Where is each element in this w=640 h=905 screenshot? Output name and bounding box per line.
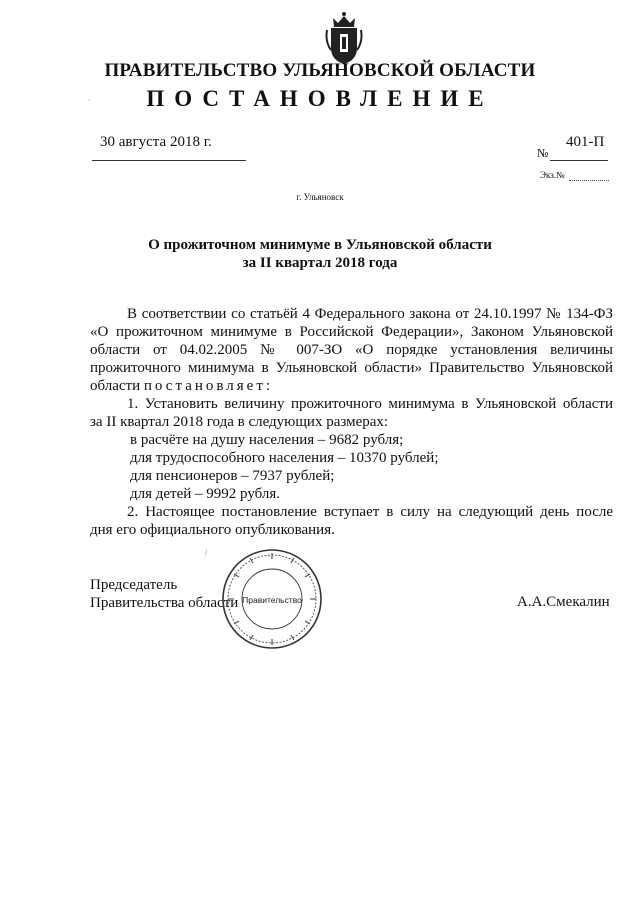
signatory-title-line-1: Председатель xyxy=(90,577,178,593)
official-seal-stamp xyxy=(220,547,324,651)
seal-text: Правительство xyxy=(242,595,302,605)
scan-mark: · xyxy=(88,96,91,105)
preamble-line: прожиточного минимума в Ульяновской области» Правительство Ульяновской xyxy=(90,360,613,376)
item-2-line-2: дня его официального опубликования. xyxy=(90,522,335,538)
preamble-end-text: области xyxy=(90,378,144,394)
signatory-name: А.А.Смекалин xyxy=(517,594,610,610)
item-2-line-1: 2. Настоящее постановление вступает в силу на следующий день после xyxy=(127,504,613,520)
document-type: ПОСТАНОВЛЕНИЕ xyxy=(146,86,494,111)
document-date: 30 августа 2018 г. xyxy=(100,134,212,150)
coat-of-arms-emblem xyxy=(325,10,363,66)
item-1-line-2: за II квартал 2018 года в следующих размерах: xyxy=(90,414,389,430)
preamble-line: «О прожиточном минимуме в Российской Федерации», Законом Ульяновской xyxy=(90,324,613,340)
sub-item: для трудоспособного населения – 10370 рублей; xyxy=(130,450,439,466)
document-body xyxy=(90,305,613,539)
title-line-1: О прожиточном минимуме в Ульяновской области xyxy=(148,237,492,253)
preamble-line: области от 04.02.2005 № 007-ЗО «О порядке установления величины xyxy=(90,342,613,358)
issue-city: г. Ульяновск xyxy=(296,192,344,202)
preamble-end xyxy=(90,377,613,395)
copy-number-line xyxy=(569,180,609,181)
sub-item: в расчёте на душу населения – 9682 рубля; xyxy=(130,432,404,448)
organization-name: ПРАВИТЕЛЬСТВО УЛЬЯНОВСКОЙ ОБЛАСТИ xyxy=(104,60,536,81)
document-title xyxy=(0,236,640,272)
title-line-2: за II квартал 2018 года xyxy=(242,255,398,271)
signatory-title-line-2: Правительства области xyxy=(90,595,239,611)
scan-mark: / xyxy=(205,548,208,557)
document-number: 401-П xyxy=(566,134,605,150)
signatory-title xyxy=(90,576,238,612)
decree-word: постановляет: xyxy=(143,378,274,394)
number-sign: № xyxy=(537,146,549,160)
preamble-line: В соответствии со статьёй 4 Федерального закона от 24.10.1997 № 134-ФЗ xyxy=(127,306,613,322)
sub-item: для детей – 9992 рубля. xyxy=(130,486,281,502)
number-underline xyxy=(550,160,608,161)
date-underline xyxy=(92,160,246,161)
copy-number-label: Экз.№ xyxy=(540,170,565,180)
sub-item: для пенсионеров – 7937 рублей; xyxy=(130,468,335,484)
item-1-line-1: 1. Установить величину прожиточного минимума в Ульяновской области xyxy=(127,396,613,412)
